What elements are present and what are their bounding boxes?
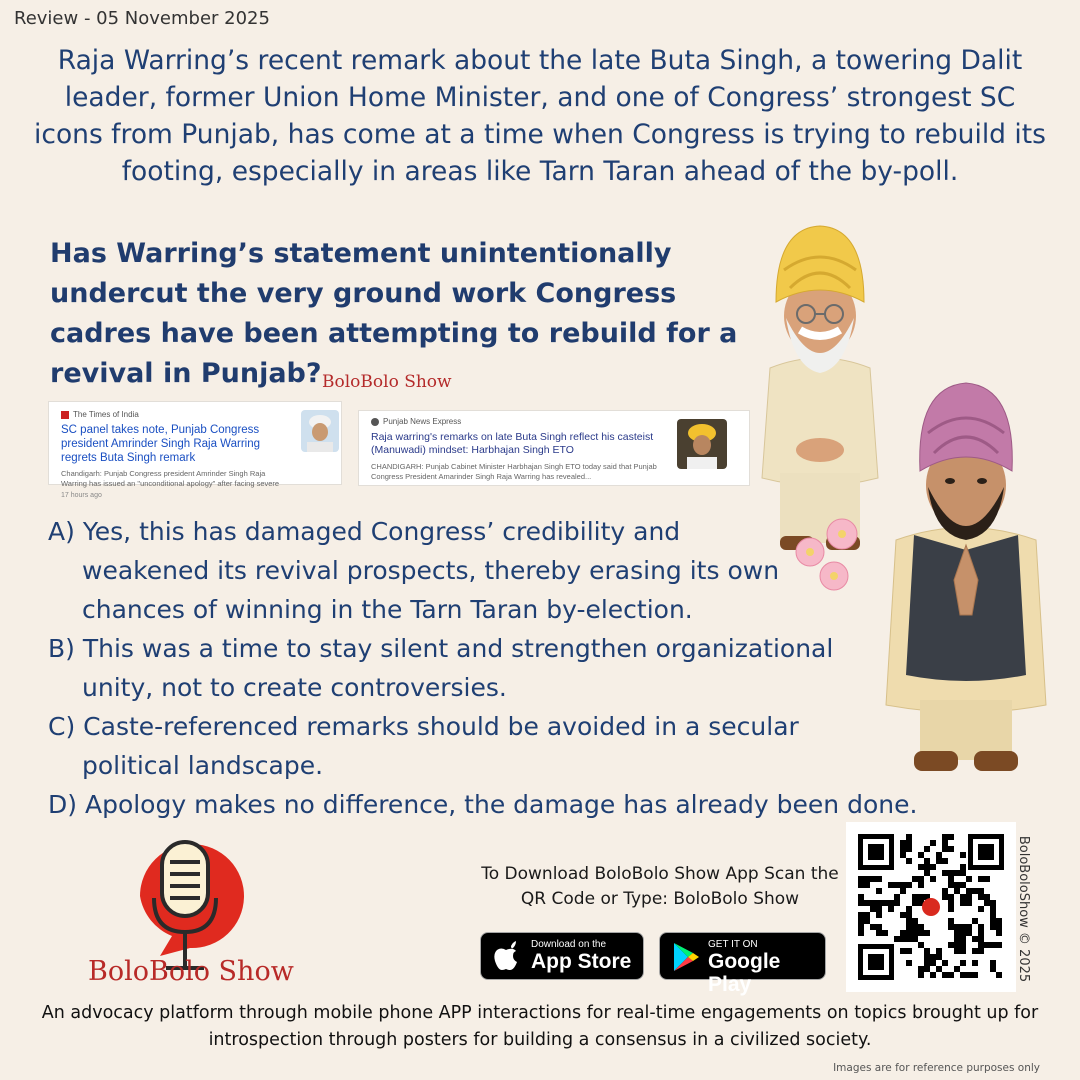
qr-finder-top-right bbox=[968, 834, 1004, 870]
qr-module bbox=[876, 876, 882, 882]
qr-module bbox=[858, 894, 864, 900]
qr-module bbox=[948, 918, 954, 924]
app-store-small-label: Download on the bbox=[531, 939, 607, 950]
qr-module bbox=[858, 924, 864, 930]
flower-decoration bbox=[784, 512, 874, 602]
qr-module bbox=[966, 972, 972, 978]
qr-module bbox=[948, 846, 954, 852]
qr-module bbox=[948, 906, 954, 912]
qr-module bbox=[936, 858, 942, 864]
qr-module bbox=[858, 918, 864, 924]
qr-module bbox=[960, 882, 966, 888]
qr-module bbox=[858, 930, 864, 936]
qr-module bbox=[984, 900, 990, 906]
qr-module bbox=[912, 936, 918, 942]
qr-module bbox=[906, 858, 912, 864]
qr-module bbox=[924, 846, 930, 852]
qr-module bbox=[966, 930, 972, 936]
qr-module bbox=[954, 948, 960, 954]
qr-module bbox=[858, 882, 864, 888]
qr-module bbox=[984, 942, 990, 948]
apple-icon bbox=[493, 941, 519, 976]
qr-module bbox=[924, 954, 930, 960]
news-thumbnail-2 bbox=[677, 419, 727, 469]
news-age-1: 17 hours ago bbox=[61, 492, 102, 499]
qr-module bbox=[990, 960, 996, 966]
qr-module bbox=[924, 930, 930, 936]
qr-module bbox=[888, 906, 894, 912]
qr-module bbox=[948, 942, 954, 948]
qr-module bbox=[900, 888, 906, 894]
qr-module bbox=[918, 876, 924, 882]
images-disclaimer: Images are for reference purposes only bbox=[833, 1062, 1040, 1074]
qr-module bbox=[900, 948, 906, 954]
qr-module bbox=[996, 942, 1002, 948]
qr-module bbox=[972, 918, 978, 924]
qr-module bbox=[882, 900, 888, 906]
qr-module bbox=[960, 948, 966, 954]
qr-module bbox=[948, 834, 954, 840]
news-snippet-2: CHANDIGARH: Punjab Cabinet Minister Harbhajan Singh ETO today said that Punjab Congress President Amarinder Singh Raja Warring has revealed... bbox=[371, 462, 657, 481]
qr-module bbox=[972, 960, 978, 966]
qr-module bbox=[954, 930, 960, 936]
qr-module bbox=[918, 966, 924, 972]
qr-module bbox=[942, 972, 948, 978]
news-snippet-1: Chandigarh: Punjab Congress president Amrinder Singh Raja Warring has issued an "unconditional apology" after facing severe bbox=[61, 469, 280, 488]
qr-module bbox=[942, 888, 948, 894]
qr-module bbox=[918, 972, 924, 978]
qr-module bbox=[984, 894, 990, 900]
qr-module bbox=[858, 912, 864, 918]
poll-question: Has Warring’s statement unintentionally undercut the very ground work Congress cadres have been attempting to rebuild for a revival in Punjab? bbox=[50, 238, 738, 389]
qr-module bbox=[918, 942, 924, 948]
qr-module bbox=[924, 858, 930, 864]
news-card-2[interactable] bbox=[358, 410, 750, 486]
qr-module bbox=[990, 942, 996, 948]
option-c[interactable]: C) Caste-referenced remarks should be avoided in a secular political landscape. bbox=[48, 712, 799, 780]
qr-module bbox=[888, 900, 894, 906]
qr-module bbox=[912, 930, 918, 936]
qr-module bbox=[978, 948, 984, 954]
qr-module bbox=[960, 972, 966, 978]
qr-module bbox=[996, 972, 1002, 978]
qr-module bbox=[960, 894, 966, 900]
qr-module bbox=[990, 924, 996, 930]
qr-module bbox=[972, 972, 978, 978]
qr-module bbox=[900, 882, 906, 888]
app-store-button[interactable] bbox=[480, 932, 644, 980]
qr-module bbox=[960, 930, 966, 936]
qr-module bbox=[918, 894, 924, 900]
qr-module bbox=[960, 942, 966, 948]
qr-module bbox=[906, 930, 912, 936]
qr-module bbox=[978, 876, 984, 882]
qr-module bbox=[900, 936, 906, 942]
qr-module bbox=[930, 864, 936, 870]
qr-module bbox=[936, 852, 942, 858]
qr-module bbox=[948, 972, 954, 978]
qr-module bbox=[978, 936, 984, 942]
qr-module bbox=[960, 936, 966, 942]
qr-module bbox=[882, 930, 888, 936]
google-play-small-label: GET IT ON bbox=[708, 939, 758, 950]
qr-module bbox=[936, 948, 942, 954]
download-instructions: To Download BoloBolo Show App Scan the QR Code or Type: BoloBolo Show bbox=[481, 864, 839, 909]
qr-module bbox=[870, 924, 876, 930]
option-d[interactable]: D) Apology makes no difference, the damage has already been done. bbox=[48, 790, 918, 819]
qr-module bbox=[894, 894, 900, 900]
qr-module bbox=[924, 864, 930, 870]
qr-module bbox=[954, 888, 960, 894]
qr-module bbox=[906, 882, 912, 888]
qr-module bbox=[990, 966, 996, 972]
qr-module bbox=[912, 876, 918, 882]
qr-module bbox=[900, 852, 906, 858]
qr-module bbox=[876, 912, 882, 918]
qr-module bbox=[906, 948, 912, 954]
qr-module bbox=[978, 888, 984, 894]
qr-module bbox=[948, 882, 954, 888]
qr-module bbox=[960, 852, 966, 858]
qr-module bbox=[930, 876, 936, 882]
google-play-icon bbox=[672, 942, 700, 977]
qr-code[interactable] bbox=[846, 822, 1016, 992]
qr-module bbox=[954, 942, 960, 948]
qr-module bbox=[894, 882, 900, 888]
qr-module bbox=[924, 870, 930, 876]
qr-module bbox=[900, 840, 906, 846]
news-thumbnail-1 bbox=[301, 410, 339, 452]
qr-module bbox=[864, 918, 870, 924]
qr-finder-bottom-left bbox=[858, 944, 894, 980]
qr-module bbox=[912, 900, 918, 906]
qr-module bbox=[978, 924, 984, 930]
qr-module bbox=[912, 894, 918, 900]
news-source-2: Punjab News Express bbox=[371, 417, 671, 426]
qr-module bbox=[954, 936, 960, 942]
qr-module bbox=[996, 918, 1002, 924]
qr-module bbox=[942, 858, 948, 864]
qr-module bbox=[936, 966, 942, 972]
news-headline-1[interactable]: SC panel takes note, Punjab Congress president Amrinder Singh Raja Warring regrets Buta Singh remark bbox=[61, 424, 260, 464]
qr-module bbox=[948, 876, 954, 882]
qr-module bbox=[930, 960, 936, 966]
copyright-vertical: BoloBoloShow © 2025 bbox=[1016, 835, 1031, 983]
qr-module bbox=[942, 840, 948, 846]
qr-module bbox=[954, 870, 960, 876]
review-date: Review - 05 November 2025 bbox=[14, 8, 270, 29]
qr-module bbox=[960, 900, 966, 906]
qr-module bbox=[918, 924, 924, 930]
qr-module bbox=[864, 876, 870, 882]
qr-module bbox=[900, 912, 906, 918]
qr-module bbox=[978, 894, 984, 900]
qr-module bbox=[966, 924, 972, 930]
qr-module bbox=[978, 906, 984, 912]
qr-module bbox=[912, 924, 918, 930]
qr-module bbox=[996, 924, 1002, 930]
news-headline-2[interactable]: Raja warring's remarks on late Buta Singh reflect his casteist (Manuwadi) mindset: Harbhajan Singh ETO bbox=[371, 431, 654, 456]
qr-module bbox=[990, 912, 996, 918]
qr-module bbox=[960, 960, 966, 966]
qr-module bbox=[966, 888, 972, 894]
qr-module bbox=[906, 840, 912, 846]
qr-module bbox=[996, 930, 1002, 936]
qr-module bbox=[960, 864, 966, 870]
qr-module bbox=[906, 960, 912, 966]
qr-module bbox=[906, 906, 912, 912]
qr-module bbox=[942, 834, 948, 840]
qr-module bbox=[864, 882, 870, 888]
qr-module bbox=[918, 852, 924, 858]
qr-module bbox=[990, 900, 996, 906]
qr-module bbox=[906, 912, 912, 918]
qr-module bbox=[972, 888, 978, 894]
qr-module bbox=[978, 942, 984, 948]
qr-finder-top-left bbox=[858, 834, 894, 870]
qr-module bbox=[858, 876, 864, 882]
option-b[interactable]: B) This was a time to stay silent and strengthen organizational unity, not to create controversies. bbox=[48, 634, 834, 702]
qr-module bbox=[972, 936, 978, 942]
qr-module bbox=[906, 834, 912, 840]
qr-module bbox=[948, 894, 954, 900]
qr-module bbox=[972, 948, 978, 954]
qr-module bbox=[978, 930, 984, 936]
qr-module bbox=[936, 954, 942, 960]
brand-name: BoloBolo Show bbox=[88, 956, 294, 987]
qr-module bbox=[942, 894, 948, 900]
qr-module bbox=[960, 924, 966, 930]
qr-module bbox=[930, 840, 936, 846]
qr-module bbox=[948, 870, 954, 876]
qr-module bbox=[990, 918, 996, 924]
footer-tagline: An advocacy platform through mobile phone APP interactions for real-time engagements on topics brought up for introspection through posters for building a consensus in a civilized society. bbox=[41, 1003, 1039, 1050]
qr-module bbox=[918, 930, 924, 936]
qr-module bbox=[966, 876, 972, 882]
qr-module bbox=[906, 918, 912, 924]
qr-module bbox=[924, 948, 930, 954]
qr-module bbox=[930, 954, 936, 960]
google-play-button[interactable] bbox=[659, 932, 826, 996]
google-play-big-label: Google Play bbox=[708, 950, 781, 996]
qr-module bbox=[912, 918, 918, 924]
app-store-big-label: App Store bbox=[531, 950, 632, 973]
qr-module bbox=[870, 876, 876, 882]
qr-module bbox=[918, 864, 924, 870]
news-logo-icon bbox=[371, 418, 379, 426]
qr-module bbox=[876, 900, 882, 906]
microphone-icon bbox=[154, 842, 216, 968]
qr-module bbox=[900, 846, 906, 852]
qr-module bbox=[900, 930, 906, 936]
qr-module bbox=[954, 966, 960, 972]
qr-module bbox=[948, 900, 954, 906]
qr-module bbox=[924, 960, 930, 966]
qr-module bbox=[864, 900, 870, 906]
qr-module bbox=[984, 876, 990, 882]
qr-module bbox=[942, 846, 948, 852]
qr-module bbox=[894, 900, 900, 906]
qr-module bbox=[924, 966, 930, 972]
qr-module bbox=[942, 960, 948, 966]
qr-module bbox=[942, 870, 948, 876]
qr-module bbox=[876, 930, 882, 936]
qr-center-logo-icon bbox=[922, 898, 940, 916]
qr-module bbox=[870, 906, 876, 912]
intro-paragraph: Raja Warring’s recent remark about the late Buta Singh, a towering Dalit leader, former Union Home Minister, and one of Congress’ strongest SC icons from Punjab, has come at a time when Congress is trying to rebuild its footing, especially in areas like Tarn Taran ahead of the by-poll. bbox=[34, 45, 1046, 187]
qr-module bbox=[954, 924, 960, 930]
qr-module bbox=[870, 900, 876, 906]
qr-module bbox=[906, 936, 912, 942]
qr-module bbox=[894, 936, 900, 942]
news-card-1[interactable] bbox=[48, 401, 342, 499]
qr-module bbox=[954, 882, 960, 888]
qr-module bbox=[906, 924, 912, 930]
caricature-younger-figure bbox=[876, 375, 1056, 785]
qr-module bbox=[960, 870, 966, 876]
qr-module bbox=[990, 906, 996, 912]
qr-module bbox=[876, 906, 882, 912]
qr-module bbox=[876, 888, 882, 894]
qr-module bbox=[876, 924, 882, 930]
qr-module bbox=[858, 900, 864, 906]
option-a[interactable]: A) Yes, this has damaged Congress’ credibility and weakened its revival prospects, thereby erasing its own chances of winning in the Tarn Taran by-election. bbox=[48, 517, 780, 624]
watermark-brand: BoloBolo Show bbox=[322, 372, 452, 392]
qr-module bbox=[948, 924, 954, 930]
qr-module bbox=[888, 882, 894, 888]
qr-module bbox=[918, 882, 924, 888]
qr-module bbox=[864, 912, 870, 918]
news-source-1: The Times of India bbox=[61, 410, 289, 419]
qr-module bbox=[966, 900, 972, 906]
news-logo-icon bbox=[61, 411, 69, 419]
qr-module bbox=[906, 846, 912, 852]
qr-module bbox=[930, 972, 936, 978]
qr-module bbox=[966, 894, 972, 900]
